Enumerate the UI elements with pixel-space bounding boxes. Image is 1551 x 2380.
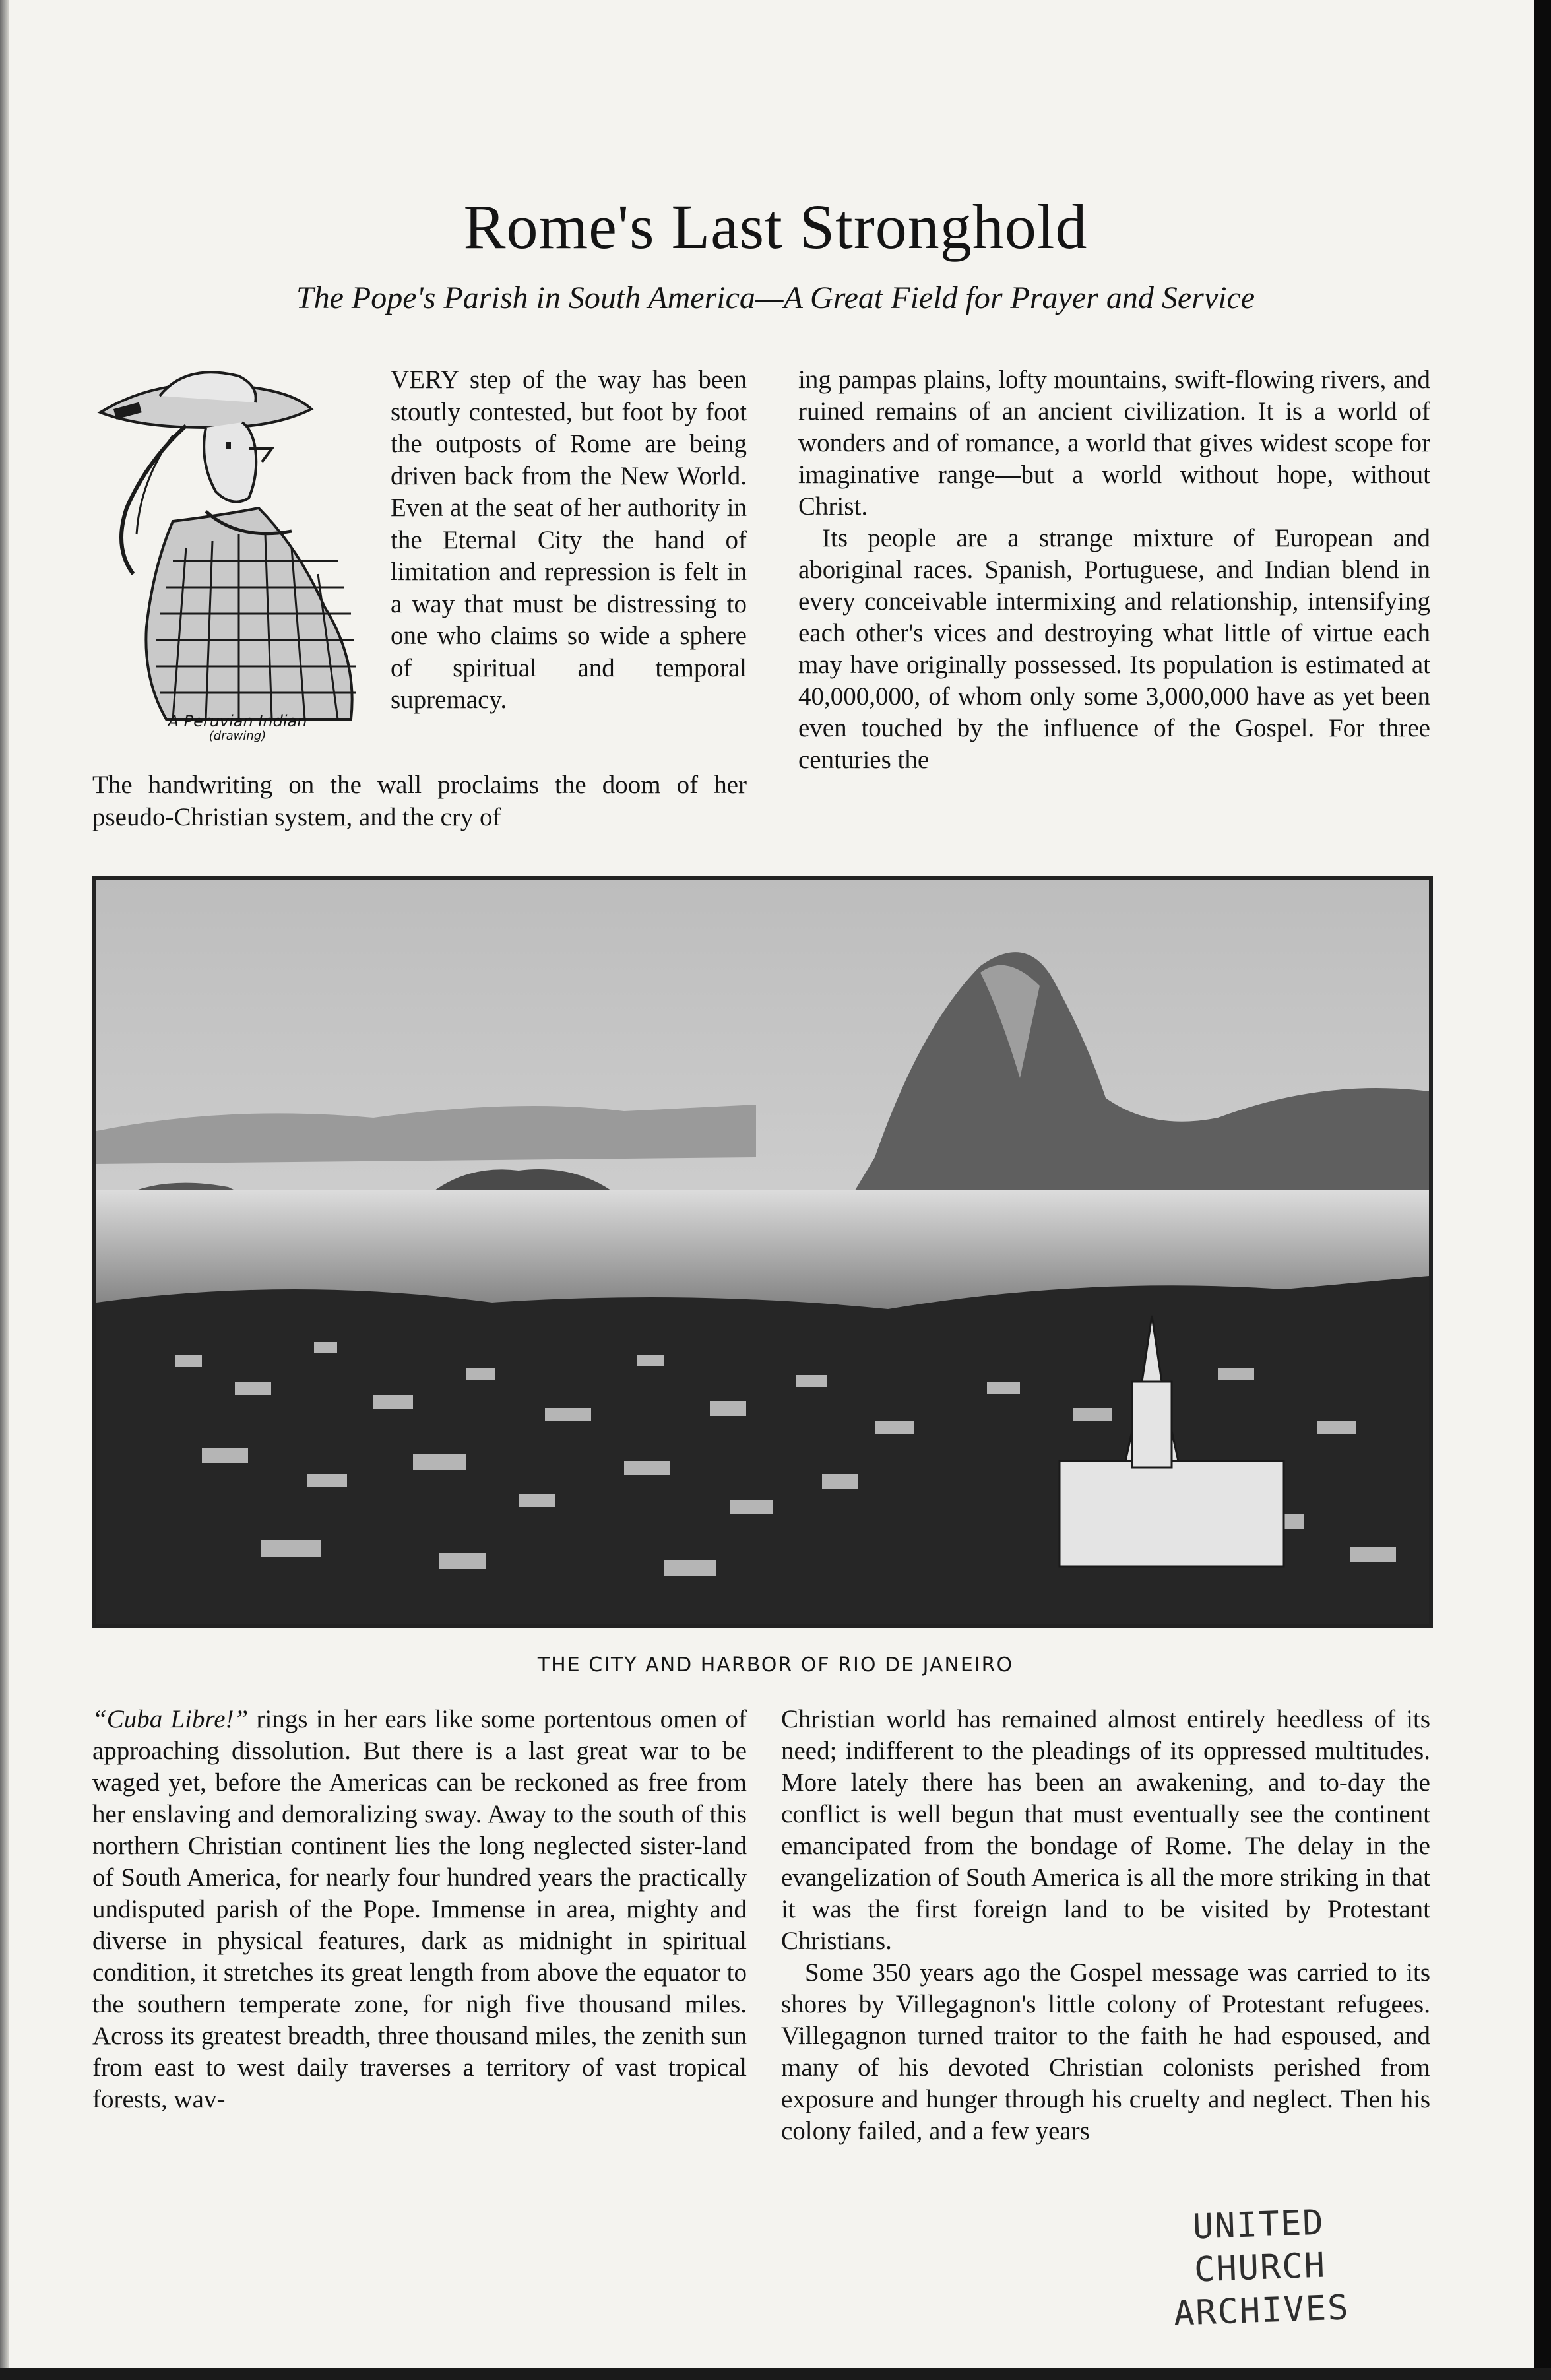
rio-harbor-photo [92,876,1433,1628]
archive-stamp-line1: UNITED CHURCH [1191,2203,1327,2290]
paragraph [92,1704,747,2115]
peruvian-indian-illustration [74,350,377,746]
column-bottom-right [781,1704,1430,2147]
page-edge-bottom [0,2368,1551,2380]
illustration-caption-main: A Peruvian Indian [168,712,307,730]
illustration-caption-small: (drawing) [208,729,267,744]
archive-stamp-line2: ARCHIVES [1173,2288,1350,2334]
page-edge-right [1534,0,1551,2380]
paragraph: ing pampas plains, lofty mountains, swift-flowing rivers, and ruined remains of an ancient civilization. It is a world of wonders and of romance, a world that gives widest scope for imaginative range—but a world without hope, without Christ. [798,366,1430,521]
illustration-caption [119,713,356,743]
paragraph: Its people are a strange mixture of European and aboriginal races. Spanish, Portuguese, and Indian blend in every conceivable intermixing and relationship, intensifying each other's vices and destroying what little of virtue each may have originally possessed. Its population is estimated at 40,000,000, of whom only some 3,000,000 have as yet been even touched by the influence of the Gospel. For three centuries the [798,524,1430,774]
article-subtitle: The Pope's Parish in South America—A Great Field for Prayer and Service [296,280,1255,315]
article-title: Rome's Last Stronghold [463,191,1088,262]
column-bottom-left [92,1704,747,2115]
paragraph: Some 350 years ago the Gospel message was carried to its shores by Villegagnon's little colony of Protestant refugees. Villegagnon turned traitor to the faith he had espoused, and many of his devoted Christian colonists perished from exposure and hunger through his cruelty and neglect. Then his colony failed, and a few years [781,1958,1430,2145]
photo-caption: THE CITY AND HARBOR OF RIO DE JANEIRO [537,1654,1014,1677]
paragraph: Christian world has remained almost entirely heedless of its need; indifferent to the pleadings of its oppressed multitudes. More lately there has been an awakening, and to-day the conflict is well begun that must eventually see the continent emancipated from the bondage of Rome. The delay in the evangelization of South America is all the more striking in that it was the first foreign land to be visited by Protestant Christians. [781,1705,1430,1955]
intro-text-full-width: The handwriting on the wall proclaims the doom of her pseudo-Christian system, and the cry of [92,771,747,831]
rio-harbor-photo-drawing [96,880,1429,1624]
archive-stamp [1133,2199,1388,2336]
page-edge-left [0,0,9,2380]
column-top-right [798,364,1430,776]
intro-text-right-of-image: VERY step of the way has been stoutly contested, but foot by foot the outposts of Rome are being driven back from the New World. Even at the seat of her authority in the Eternal City the hand of limitation and repression is felt in a way that must be distressing to one who claims so wide a sphere of spiritual and temporal supremacy. [391,366,747,714]
cuba-libre-quote: “Cuba Libre!” [92,1705,249,1733]
paragraph-text: rings in her ears like some portentous omen of approaching dissolution. But there is a last great war to be waged yet, before the Americas can be reckoned as free from her enslaving and demoralizing sway. Away to the south of this northern Christian continent lies the long neglected sister-land of South America, for nearly four hundred years the practically undisputed parish of the Pope. Immense in area, mighty and diverse in physical features, dark as midnight in spiritual condition, it stretches its great length from above the equator to the southern temperate zone, for nigh five thousand miles. Across its greatest breadth, three thousand miles, the zenith sun from east to west daily traverses a territory of vast tropical forests, wav- [92,1705,747,2113]
